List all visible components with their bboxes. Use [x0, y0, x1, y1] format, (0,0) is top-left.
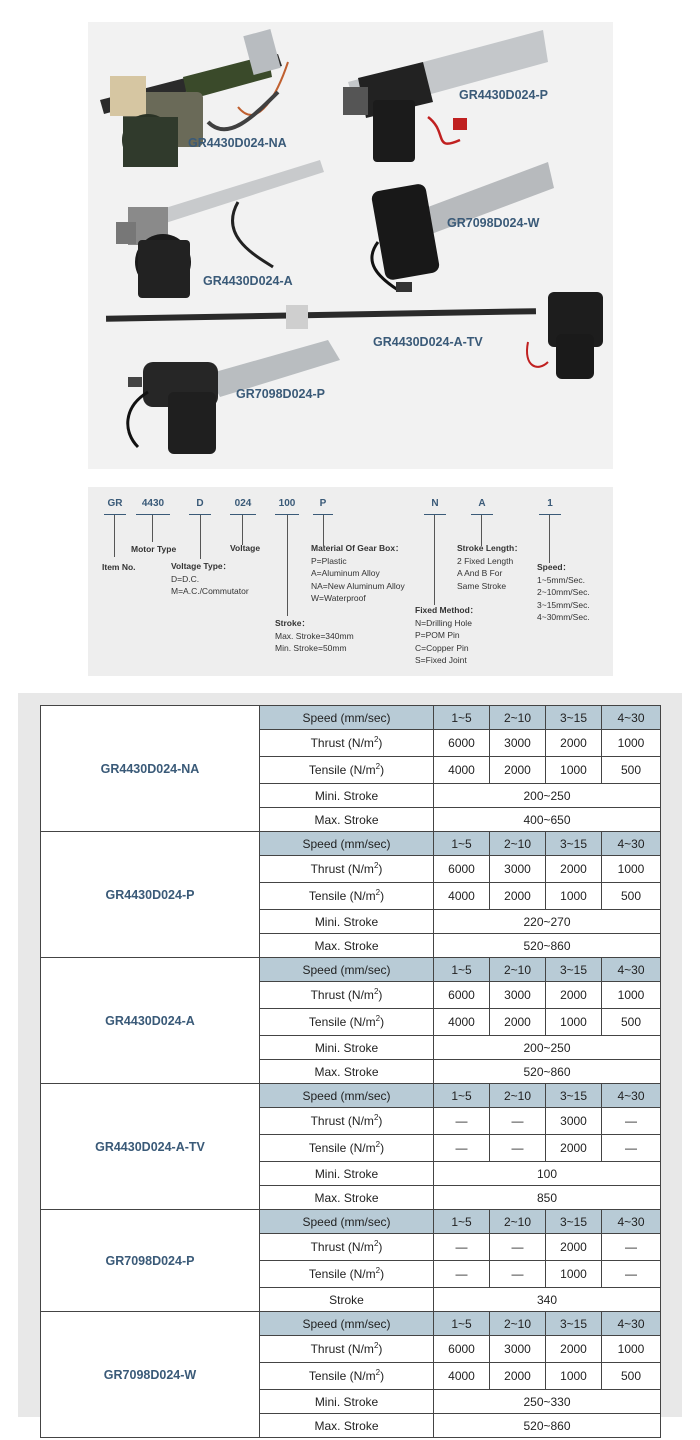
mini-stroke-label: Mini. Stroke — [260, 1390, 434, 1414]
mini-stroke-label: Mini. Stroke — [260, 910, 434, 934]
speed-value: 1~5 — [434, 832, 490, 856]
tensile-label: Tensile $(N/m^2)$ — [260, 1009, 434, 1036]
tensile-value: 1000 — [546, 757, 602, 784]
label-gr7098d024-p: GR7098D024-P — [236, 387, 325, 401]
max-stroke-value: 850 — [434, 1186, 661, 1210]
item-no-label: Item No. — [102, 562, 136, 572]
speed-value: 4~30 — [602, 706, 661, 730]
speed-value: 4~30 — [602, 1210, 661, 1234]
thrust-value: 2000 — [546, 856, 602, 883]
tensile-label: Tensile $(N/m^2)$ — [260, 1363, 434, 1390]
thrust-value: 2000 — [546, 1336, 602, 1363]
code-fixed-method: N — [424, 495, 446, 513]
label-gr4430d024-p: GR4430D024-P — [459, 88, 548, 102]
max-stroke-value: 400~650 — [434, 808, 661, 832]
product-photo-panel — [88, 22, 613, 469]
model-name: GR4430D024-A-TV — [41, 1084, 260, 1210]
speed-value: 2~10 — [490, 1210, 546, 1234]
thrust-value: 6000 — [434, 982, 490, 1009]
thrust-value: 2000 — [546, 730, 602, 757]
thrust-value: 6000 — [434, 730, 490, 757]
mini-stroke-label: Mini. Stroke — [260, 784, 434, 808]
tensile-value: 1000 — [546, 1261, 602, 1288]
thrust-value: — — [434, 1234, 490, 1261]
speed-value: 2~10 — [490, 832, 546, 856]
stroke-block: Stroke： Max. Stroke=340mm Min. Stroke=50mm — [275, 618, 354, 653]
fixed-method-block: Fixed Method： N=Drilling Hole P=POM Pin C=Copper Pin S=Fixed Joint — [415, 605, 479, 665]
thrust-label: Thrust $(N/m^2)$ — [260, 982, 434, 1009]
max-stroke-label: Max. Stroke — [260, 808, 434, 832]
tensile-value: — — [434, 1135, 490, 1162]
tensile-label: Tensile $(N/m^2)$ — [260, 1135, 434, 1162]
tensile-label: Tensile $(N/m^2)$ — [260, 883, 434, 910]
speed-header: Speed (mm/sec) — [260, 1084, 434, 1108]
speed-value: 1~5 — [434, 1210, 490, 1234]
thrust-value: 1000 — [602, 856, 661, 883]
thrust-value: 3000 — [546, 1108, 602, 1135]
speed-value: 3~15 — [546, 706, 602, 730]
thrust-value: — — [490, 1108, 546, 1135]
tensile-value: — — [602, 1135, 661, 1162]
speed-value: 1~5 — [434, 706, 490, 730]
table-row — [41, 1084, 661, 1108]
mini-stroke-value: 250~330 — [434, 1390, 661, 1414]
thrust-value: 2000 — [546, 982, 602, 1009]
table-row — [41, 832, 661, 856]
thrust-value: 2000 — [546, 1234, 602, 1261]
stroke-value: 340 — [434, 1288, 661, 1312]
code-speed: 1 — [539, 495, 561, 513]
table-row — [41, 706, 661, 730]
gear-box-block: Material Of Gear Box： P=Plastic A=Aluminum Alloy NA=New Aluminum Alloy W=Waterproof — [311, 543, 405, 603]
table-row — [41, 1210, 661, 1234]
table-row — [41, 958, 661, 982]
thrust-value: — — [434, 1108, 490, 1135]
tensile-value: 2000 — [490, 1363, 546, 1390]
thrust-value: 3000 — [490, 1336, 546, 1363]
speed-value: 4~30 — [602, 958, 661, 982]
tensile-label: Tensile $(N/m^2)$ — [260, 1261, 434, 1288]
max-stroke-value: 520~860 — [434, 1060, 661, 1084]
tensile-value: 4000 — [434, 1009, 490, 1036]
speed-value: 1~5 — [434, 1312, 490, 1336]
thrust-value: 6000 — [434, 1336, 490, 1363]
tensile-value: — — [490, 1261, 546, 1288]
code-voltage: 024 — [230, 495, 256, 513]
motor-type-label: Motor Type — [131, 544, 177, 554]
label-gr4430d024-a: GR4430D024-A — [203, 274, 293, 288]
speed-value: 2~10 — [490, 958, 546, 982]
max-stroke-label: Max. Stroke — [260, 1186, 434, 1210]
thrust-value: 1000 — [602, 1336, 661, 1363]
tensile-value: 500 — [602, 757, 661, 784]
speed-value: 2~10 — [490, 1312, 546, 1336]
model-code-legend — [88, 487, 613, 676]
tensile-value: 4000 — [434, 883, 490, 910]
mini-stroke-value: 200~250 — [434, 1036, 661, 1060]
thrust-value: 3000 — [490, 856, 546, 883]
speed-header: Speed (mm/sec) — [260, 1312, 434, 1336]
thrust-value: 3000 — [490, 982, 546, 1009]
label-gr4430d024-na: GR4430D024-NA — [188, 136, 287, 150]
speed-value: 3~15 — [546, 1084, 602, 1108]
thrust-value: 1000 — [602, 982, 661, 1009]
tensile-value: 500 — [602, 883, 661, 910]
voltage-label: Voltage — [230, 543, 261, 553]
speed-header: Speed (mm/sec) — [260, 832, 434, 856]
speed-value: 3~15 — [546, 1312, 602, 1336]
stroke-length-block: Stroke Length： 2 Fixed Length A And B For Same Stroke — [457, 543, 523, 591]
thrust-label: Thrust $(N/m^2)$ — [260, 730, 434, 757]
speed-value: 3~15 — [546, 1210, 602, 1234]
max-stroke-value: 520~860 — [434, 934, 661, 958]
model-name: GR4430D024-P — [41, 832, 260, 958]
speed-value: 1~5 — [434, 958, 490, 982]
mini-stroke-value: 200~250 — [434, 784, 661, 808]
max-stroke-label: Max. Stroke — [260, 1060, 434, 1084]
max-stroke-label: Max. Stroke — [260, 934, 434, 958]
thrust-value: 1000 — [602, 730, 661, 757]
thrust-value: 3000 — [490, 730, 546, 757]
model-name: GR4430D024-A — [41, 958, 260, 1084]
speed-header: Speed (mm/sec) — [260, 958, 434, 982]
speed-value: 4~30 — [602, 1084, 661, 1108]
speed-header: Speed (mm/sec) — [260, 1210, 434, 1234]
speed-block: Speed： 1~5mm/Sec. 2~10mm/Sec. 3~15mm/Sec. 4~30mm/Sec. — [537, 562, 590, 622]
speed-value: 3~15 — [546, 958, 602, 982]
model-name: GR7098D024-W — [41, 1312, 260, 1438]
spec-table-frame — [18, 693, 682, 1433]
thrust-value: — — [602, 1234, 661, 1261]
tensile-value: 4000 — [434, 1363, 490, 1390]
code-stroke: 100 — [275, 495, 299, 513]
tensile-label: Tensile $(N/m^2)$ — [260, 757, 434, 784]
tensile-value: 1000 — [546, 883, 602, 910]
tensile-value: 1000 — [546, 1009, 602, 1036]
mini-stroke-label: Mini. Stroke — [260, 1162, 434, 1186]
thrust-label: Thrust $(N/m^2)$ — [260, 856, 434, 883]
tensile-value: 500 — [602, 1363, 661, 1390]
model-name: GR7098D024-P — [41, 1210, 260, 1312]
code-stroke-length: A — [471, 495, 493, 513]
table-row — [41, 1312, 661, 1336]
tensile-value: 4000 — [434, 757, 490, 784]
tensile-value: 2000 — [490, 1009, 546, 1036]
thrust-value: — — [602, 1108, 661, 1135]
spec-table — [40, 705, 661, 1438]
label-gr7098d024-w: GR7098D024-W — [447, 216, 540, 230]
mini-stroke-value: 100 — [434, 1162, 661, 1186]
thrust-value: — — [490, 1234, 546, 1261]
tensile-value: 1000 — [546, 1363, 602, 1390]
tensile-value: — — [434, 1261, 490, 1288]
thrust-label: Thrust $(N/m^2)$ — [260, 1234, 434, 1261]
tensile-value: 2000 — [490, 883, 546, 910]
code-voltage-type: D — [189, 495, 211, 513]
max-stroke-label: Max. Stroke — [260, 1414, 434, 1438]
speed-value: 4~30 — [602, 832, 661, 856]
thrust-label: Thrust $(N/m^2)$ — [260, 1336, 434, 1363]
thrust-value: 6000 — [434, 856, 490, 883]
tensile-value: 2000 — [546, 1135, 602, 1162]
voltage-type-block: Voltage Type： D=D.C. M=A.C./Commutator — [171, 561, 249, 596]
mini-stroke-value: 220~270 — [434, 910, 661, 934]
speed-value: 1~5 — [434, 1084, 490, 1108]
speed-value: 4~30 — [602, 1312, 661, 1336]
tensile-value: 2000 — [490, 757, 546, 784]
code-gr: GR — [104, 495, 126, 513]
code-gear-box: P — [313, 495, 333, 513]
mini-stroke-label: Mini. Stroke — [260, 1036, 434, 1060]
speed-value: 3~15 — [546, 832, 602, 856]
model-name: GR4430D024-NA — [41, 706, 260, 832]
thrust-label: Thrust $(N/m^2)$ — [260, 1108, 434, 1135]
max-stroke-value: 520~860 — [434, 1414, 661, 1438]
stroke-label: Stroke — [260, 1288, 434, 1312]
tensile-value: 500 — [602, 1009, 661, 1036]
tensile-value: — — [490, 1135, 546, 1162]
speed-value: 2~10 — [490, 1084, 546, 1108]
label-gr4430d024-a-tv: GR4430D024-A-TV — [373, 335, 483, 349]
code-motor: 4430 — [136, 495, 170, 513]
speed-value: 2~10 — [490, 706, 546, 730]
tensile-value: — — [602, 1261, 661, 1288]
speed-header: Speed (mm/sec) — [260, 706, 434, 730]
